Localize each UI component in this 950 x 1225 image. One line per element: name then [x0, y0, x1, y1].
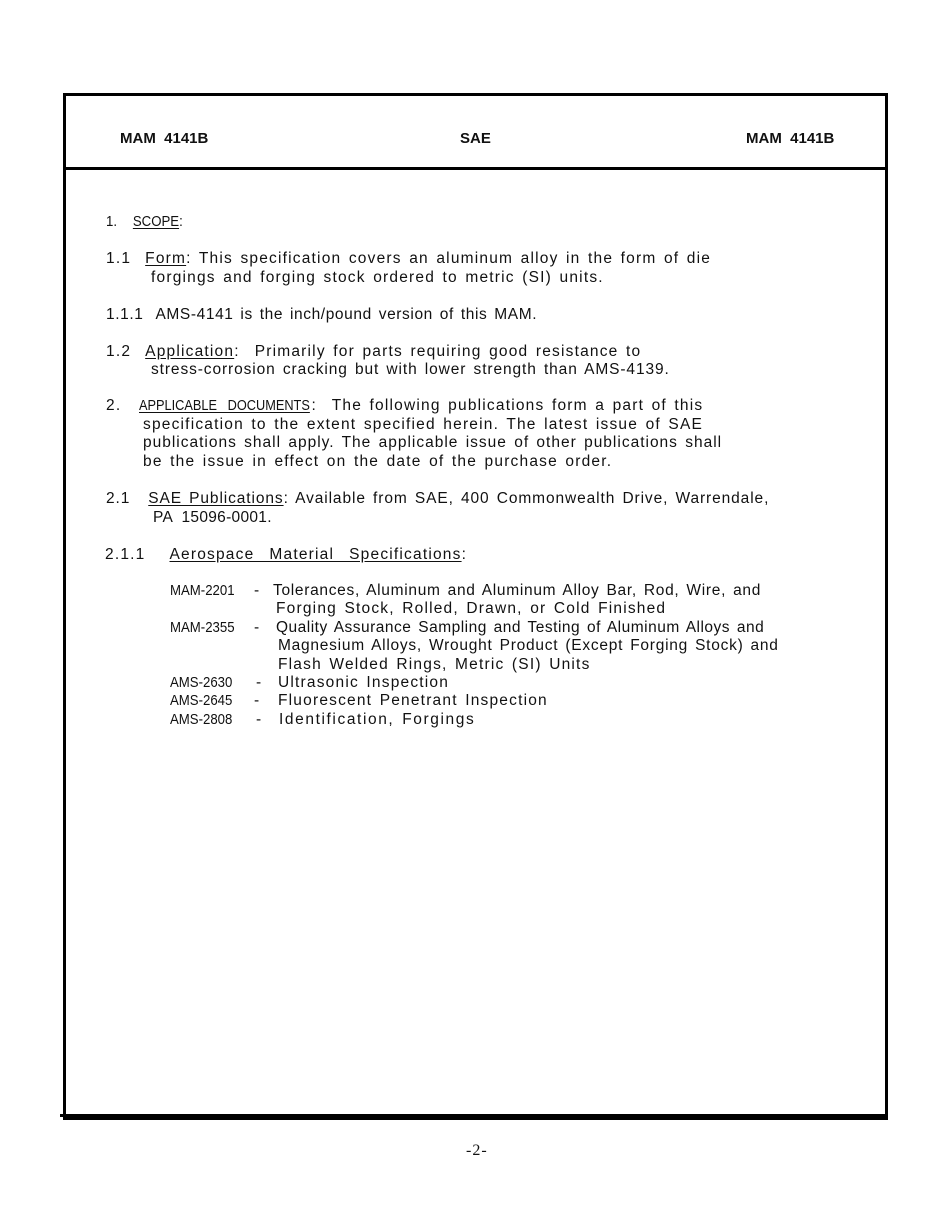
section-title: Form [145, 250, 187, 267]
header-doc-id-right: MAM 4141B [746, 130, 835, 147]
section-applicable-docs-line-1: 2. APPLICABLE DOCUMENTS: The following publications form a part of this [106, 397, 704, 414]
section-sae-publications-line-2: PA 15096-0001. [153, 509, 272, 526]
section-title: Application [145, 343, 235, 360]
reference-item [170, 582, 240, 600]
section-applicable-docs-line-4: be the issue in effect on the date of the purchase order. [143, 453, 613, 470]
section-title: Aerospace Material Specifications [169, 546, 462, 563]
reference-code: AMS-2630 [170, 674, 233, 691]
reference-item [170, 619, 243, 637]
reference-dash: - [256, 674, 262, 691]
page-number: -2- [466, 1142, 488, 1159]
frame-bottom-rule [60, 1114, 888, 1117]
reference-title-line: Quality Assurance Sampling and Testing of Aluminum Alloys and [276, 619, 765, 636]
section-number: 1. [106, 213, 118, 230]
section-number: 1.1.1 [106, 306, 144, 323]
reference-title-line: Fluorescent Penetrant Inspection [278, 692, 548, 709]
reference-title-line: Flash Welded Rings, Metric (SI) Units [278, 656, 591, 673]
reference-code: AMS-2645 [170, 692, 233, 709]
section-number: 2.1 [106, 490, 131, 507]
section-title: SAE Publications [148, 490, 284, 507]
section-ams-heading: 2.1.1 Aerospace Material Specifications: [105, 546, 468, 563]
reference-dash: - [254, 692, 260, 709]
reference-code: AMS-2808 [170, 711, 233, 728]
reference-title-line: Tolerances, Aluminum and Aluminum Alloy Bar, Rod, Wire, and [273, 582, 762, 599]
reference-title-line: Ultrasonic Inspection [278, 674, 450, 691]
reference-dash: - [254, 582, 260, 599]
section-form-line-2: forgings and forging stock ordered to metric (SI) units. [151, 269, 604, 286]
section-title: SCOPE [132, 213, 180, 230]
section-inch-pound-note: 1.1.1 AMS-4141 is the inch/pound version of this MAM. [106, 306, 538, 323]
reference-code: MAM-2201 [170, 582, 235, 599]
section-number: 2. [106, 397, 122, 414]
reference-title-line: Forging Stock, Rolled, Drawn, or Cold Finished [276, 600, 667, 617]
section-number: 1.1 [106, 250, 132, 267]
section-scope-heading: 1. SCOPE: [106, 213, 183, 230]
section-application-line-1: 1.2 Application: Primarily for parts requiring good resistance to [106, 343, 642, 360]
header-doc-id-left: MAM 4141B [120, 130, 209, 147]
section-number: 1.2 [106, 343, 132, 360]
section-applicable-docs-line-2: specification to the extent specified herein. The latest issue of SAE [143, 416, 704, 433]
reference-item [170, 692, 241, 710]
reference-item [170, 711, 241, 729]
section-title: APPLICABLE DOCUMENTS [139, 398, 311, 414]
section-applicable-docs-line-3: publications shall apply. The applicable issue of other publications shall [143, 434, 723, 451]
header-publisher: SAE [460, 130, 491, 147]
header-divider [63, 167, 888, 170]
section-application-line-2: stress-corrosion cracking but with lower strength than AMS-4139. [151, 361, 670, 378]
reference-title-line: Identification, Forgings [279, 711, 476, 728]
section-sae-publications-line-1: 2.1 SAE Publications: Available from SAE, 400 Commonwealth Drive, Warrendale, [106, 490, 770, 507]
section-number: 2.1.1 [105, 546, 146, 563]
reference-code: MAM-2355 [170, 619, 235, 636]
reference-dash: - [256, 711, 262, 728]
reference-title-line: Magnesium Alloys, Wrought Product (Except Forging Stock) and [278, 637, 779, 654]
section-form-line-1: 1.1 Form: This specification covers an aluminum alloy in the form of die [106, 250, 712, 267]
reference-item [170, 674, 241, 692]
reference-dash: - [254, 619, 260, 636]
